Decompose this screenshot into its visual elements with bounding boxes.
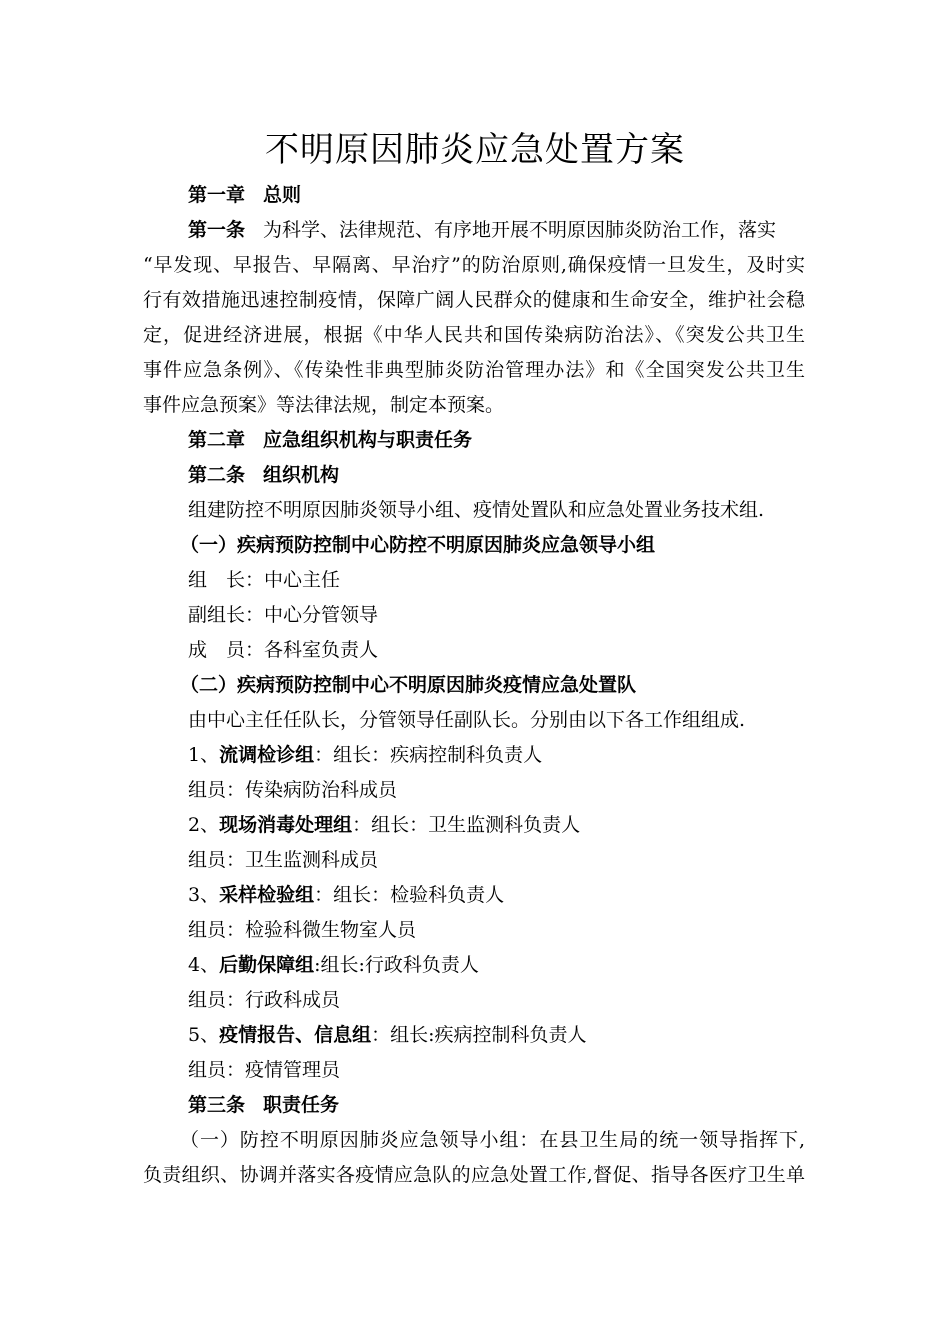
chapter-2-title: 应急组织机构与职责任务 [263,429,473,451]
article-1-text-line: “早发现、早报告、早隔离、早治疗”的防治原则,确保疫情一旦发生，及时实 [143,254,805,276]
team-leader: ：组长:疾病控制科负责人 [371,1024,587,1046]
article-3-heading [188,1093,339,1117]
article-3-text-line: （一）防控不明原因肺炎应急领导小组：在县卫生局的统一领导指挥下, [180,1129,805,1151]
chapter-2-heading [188,428,472,452]
team-name: 流调检诊组 [219,744,315,766]
article-3-label: 第三条 [188,1094,246,1116]
article-2-heading [188,463,339,487]
article-3-text-line: 负责组织、协调并落实各疫情应急队的应急处置工作,督促、指导各医疗卫生单 [143,1164,805,1186]
team-name: 现场消毒处理组 [219,814,353,836]
group-1-deputy: 副组长：中心分管领导 [188,604,379,626]
team-name: 后勤保障组 [219,954,315,976]
team-leader: ：组长：疾病控制科负责人 [314,744,543,766]
article-2-label: 第二条 [188,464,246,486]
article-1-text-line: 行有效措施迅速控制疫情，保障广阔人民群众的健康和生命安全，维护社会稳 [143,289,805,311]
group-2-text: 由中心主任任队长，分管领导任副队长。分别由以下各工作组组成. [188,709,746,731]
group-1-heading: （一）疾病预防控制中心防控不明原因肺炎应急领导小组 [180,534,656,556]
team-leader: ：组长：卫生监测科负责人 [352,814,581,836]
team-leader-line [188,813,580,837]
chapter-1-label: 第一章 [188,184,246,206]
group-1-leader: 组 长：中心主任 [188,569,341,591]
team-leader-line [188,743,542,767]
article-2-text: 组建防控不明原因肺炎领导小组、疫情处置队和应急处置业务技术组. [188,499,765,521]
team-members: 组员：传染病防治科成员 [188,779,398,801]
team-leader-line [188,1023,587,1047]
team-number: 5、 [188,1024,220,1046]
article-1-label: 第一条 [188,219,246,241]
chapter-1-heading [188,183,301,207]
chapter-1-title: 总则 [263,184,302,206]
article-1-text-line: 事件应急预案》等法律法规，制定本预案。 [143,394,505,416]
team-number: 3、 [188,884,220,906]
article-1-first-line [188,218,776,242]
team-name: 采样检验组 [219,884,315,906]
document-title: 不明原因肺炎应急处置方案 [265,130,685,170]
article-3-title: 职责任务 [263,1094,340,1116]
article-1-text-line: 为科学、法律规范、有序地开展不明原因肺炎防治工作，落实 [263,219,777,241]
team-number: 4、 [188,954,220,976]
team-members: 组员：行政科成员 [188,989,341,1011]
team-members: 组员：疫情管理员 [188,1059,341,1081]
article-2-title: 组织机构 [263,464,340,486]
team-name: 疫情报告、信息组 [219,1024,372,1046]
team-number: 1、 [188,744,220,766]
group-2-heading: （二）疾病预防控制中心不明原因肺炎疫情应急处置队 [180,674,637,696]
team-leader-line [188,883,504,907]
team-members: 组员：卫生监测科成员 [188,849,379,871]
article-1-text-line: 定，促进经济进展，根据《中华人民共和国传染病防治法》、《突发公共卫生 [143,324,805,346]
team-members: 组员：检验科微生物室人员 [188,919,417,941]
team-number: 2、 [188,814,220,836]
team-leader: ：组长：检验科负责人 [314,884,505,906]
chapter-2-label: 第二章 [188,429,246,451]
team-leader-line [188,953,479,977]
article-1-text-line: 事件应急条例》、《传染性非典型肺炎防治管理办法》和《全国突发公共卫生 [143,359,805,381]
group-1-members: 成 员：各科室负责人 [188,639,379,661]
team-leader: :组长:行政科负责人 [314,954,479,976]
